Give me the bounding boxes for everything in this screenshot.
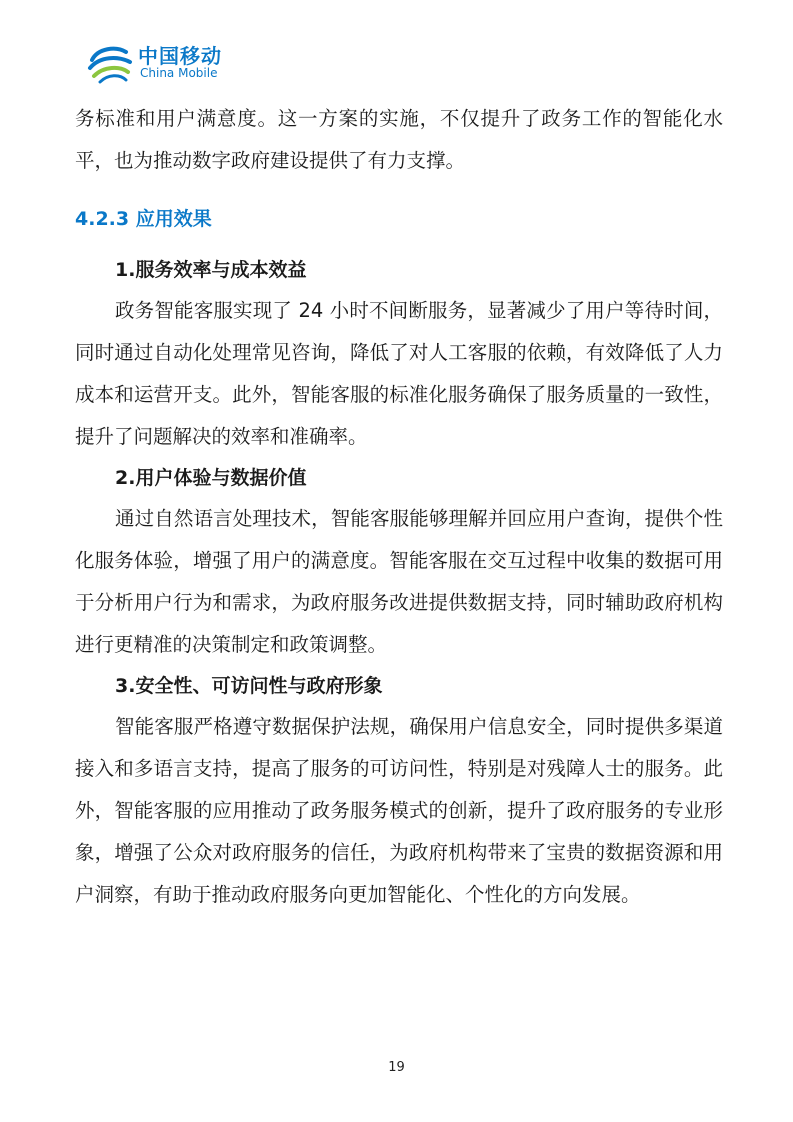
logo-text-cn: 中国移动 bbox=[138, 44, 222, 68]
china-mobile-logo bbox=[86, 38, 246, 86]
logo-text-en: China Mobile bbox=[140, 66, 218, 80]
subsection-body-3: 智能客服严格遵守数据保护法规，确保用户信息安全，同时提供多渠道接入和多语言支持，提高了服务的可访问性，特别是对残障人士的服务。此外，智能客服的应用推动了政务服务模式的创新，提升了政府服务的专业形象，增强了公众对政府服务的信任，为政府机构带来了宝贵的数据资源和用户洞察，有助于推动政府服务向更加智能化、个性化的方向发展。 bbox=[75, 715, 723, 906]
document-body bbox=[75, 98, 723, 916]
subsection-title-1: 1.服务效率与成本效益 bbox=[115, 259, 307, 281]
subsection-title-3: 3.安全性、可访问性与政府形象 bbox=[115, 675, 383, 697]
subsection-body-2: 通过自然语言处理技术，智能客服能够理解并回应用户查询，提供个性化服务体验，增强了用户的满意度。智能客服在交互过程中收集的数据可用于分析用户行为和需求，为政府服务改进提供数据支持，同时辅助政府机构进行更精准的决策制定和政策调整。 bbox=[75, 507, 723, 656]
china-mobile-logo-icon bbox=[86, 38, 134, 86]
page-number: 19 bbox=[388, 1060, 405, 1075]
subsection-title-2: 2.用户体验与数据价值 bbox=[115, 467, 307, 489]
subsection-body-1: 政务智能客服实现了 24 小时不间断服务，显著减少了用户等待时间，同时通过自动化处理常见咨询，降低了对人工客服的依赖，有效降低了人力成本和运营开支。此外，智能客服的标准化服务确保了服务质量的一致性，提升了问题解决的效率和准确率。 bbox=[75, 299, 723, 448]
intro-paragraph: 务标准和用户满意度。这一方案的实施，不仅提升了政务工作的智能化水平，也为推动数字政府建设提供了有力支撑。 bbox=[75, 107, 723, 172]
section-title: 4.2.3 应用效果 bbox=[75, 208, 212, 230]
